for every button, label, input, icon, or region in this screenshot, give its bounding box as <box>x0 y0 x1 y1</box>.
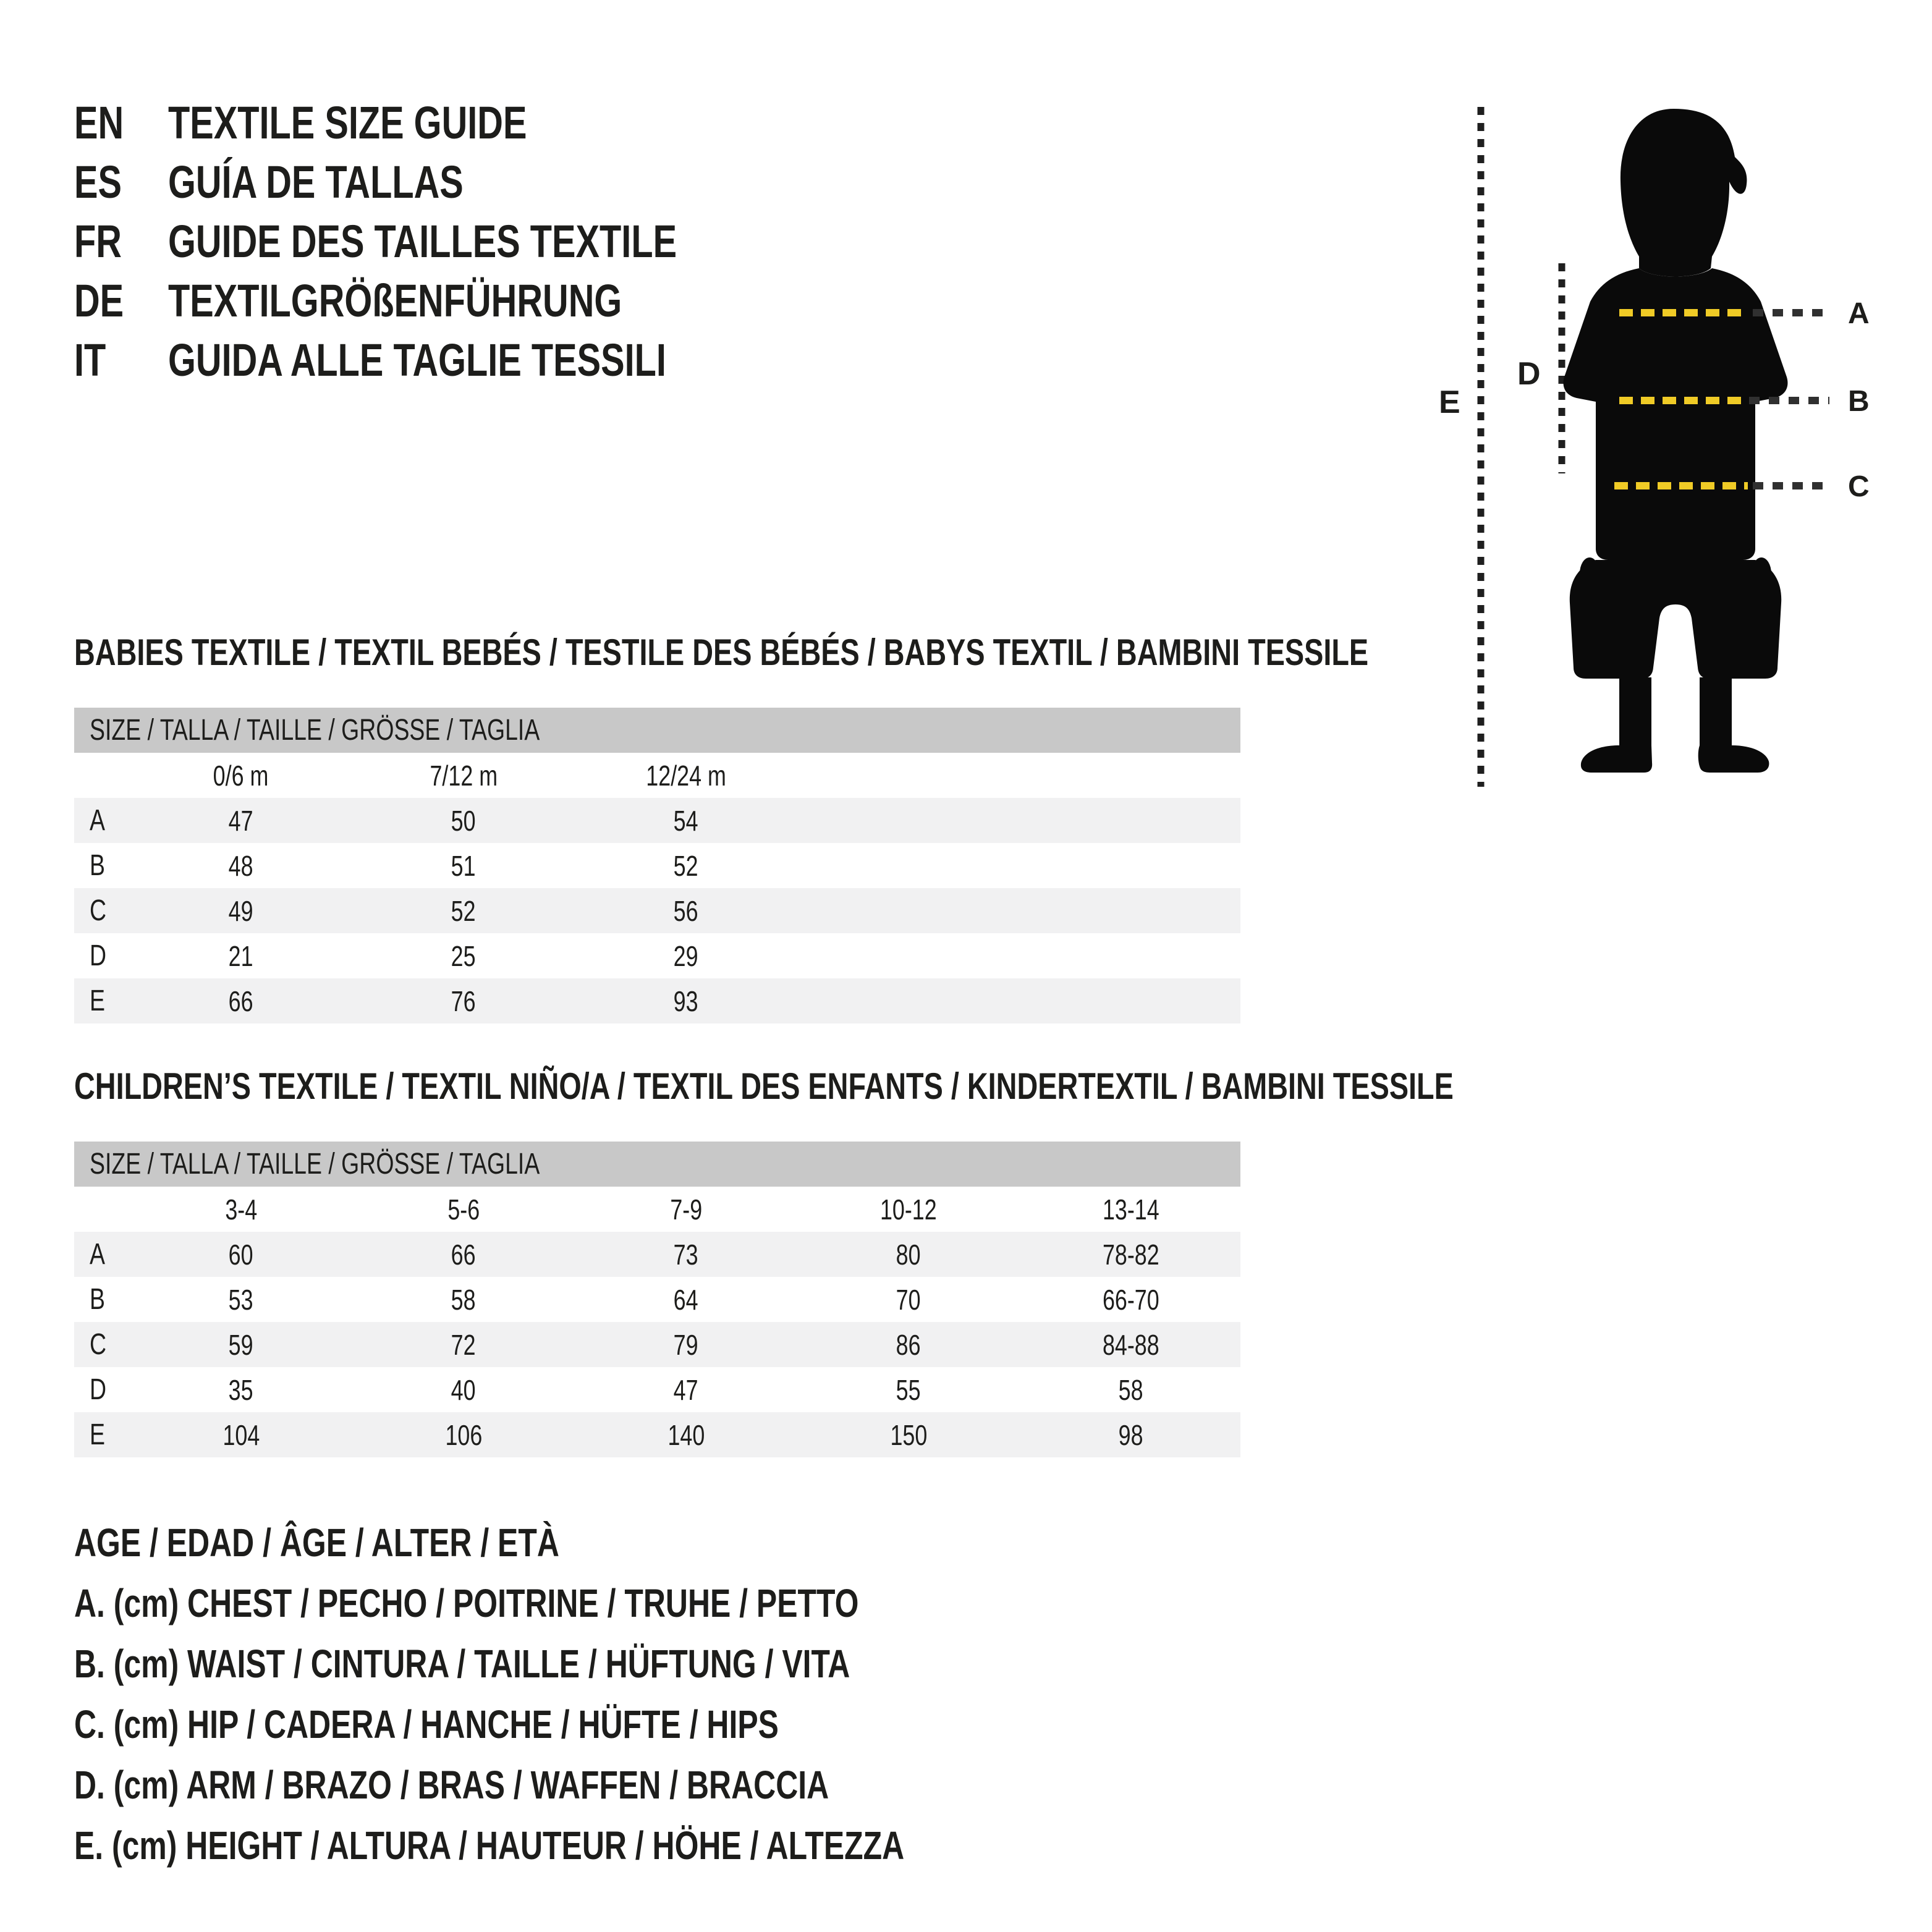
row-label: E <box>90 1418 105 1451</box>
babies-size-header-text: SIZE / TALLA / TAILLE / GRÖSSE / TAGLIA <box>90 714 540 747</box>
legend-line-arm: D. (cm) ARM / BRAZO / BRAS / WAFFEN / BRACCIA <box>74 1763 829 1807</box>
row-label: B <box>90 849 105 882</box>
cell-value: 47 <box>674 1373 698 1406</box>
children-table-row-c <box>74 1322 1240 1367</box>
cell-value: 72 <box>451 1328 476 1361</box>
row-label: C <box>90 1328 107 1361</box>
language-list <box>74 93 820 389</box>
cell-value: 79 <box>674 1328 698 1361</box>
language-row-es <box>74 152 820 211</box>
measurement-legend <box>74 1512 1138 1876</box>
row-label: B <box>90 1283 105 1316</box>
babies-table-row-b <box>74 843 1240 888</box>
cell-value: 66 <box>229 985 253 1017</box>
row-label: A <box>90 804 105 837</box>
babies-size-table <box>74 708 1240 1023</box>
language-title-fr: GUIDE DES TAILLES TEXTILE <box>168 215 677 267</box>
language-code-en: EN <box>74 96 124 148</box>
legend-line-height: E. (cm) HEIGHT / ALTURA / HAUTEUR / HÖHE / ALTEZZA <box>74 1823 905 1868</box>
cell-value: 21 <box>229 939 253 972</box>
children-size-header-text: SIZE / TALLA / TAILLE / GRÖSSE / TAGLIA <box>90 1148 540 1180</box>
children-column-header: 3-4 <box>225 1193 257 1226</box>
measure-label-e: E <box>1439 384 1460 420</box>
cell-value: 150 <box>890 1418 927 1451</box>
language-title-en: TEXTILE SIZE GUIDE <box>168 96 527 148</box>
cell-value: 47 <box>229 804 253 837</box>
children-column-header: 5-6 <box>447 1193 480 1226</box>
cell-value: 29 <box>674 939 698 972</box>
child-silhouette-icon <box>1564 109 1788 773</box>
cell-value: 93 <box>674 985 698 1017</box>
children-size-table <box>74 1142 1240 1457</box>
children-column-header: 7-9 <box>670 1193 702 1226</box>
cell-value: 58 <box>1119 1373 1143 1406</box>
language-code-it: IT <box>74 334 106 386</box>
cell-value: 25 <box>451 939 476 972</box>
cell-value: 52 <box>451 894 476 927</box>
cell-value: 104 <box>222 1418 260 1451</box>
legend-line-hip: C. (cm) HIP / CADERA / HANCHE / HÜFTE / HIPS <box>74 1702 779 1747</box>
row-label: A <box>90 1238 105 1271</box>
children-table-row-d <box>74 1367 1240 1412</box>
children-column-header: 10-12 <box>880 1193 937 1226</box>
babies-column-header-row <box>74 753 1240 798</box>
language-title-es: GUÍA DE TALLAS <box>168 156 464 208</box>
cell-value: 53 <box>229 1283 253 1316</box>
cell-value: 64 <box>674 1283 698 1316</box>
row-label: E <box>90 985 105 1017</box>
legend-line-waist: B. (cm) WAIST / CINTURA / TAILLE / HÜFTUNG / VITA <box>74 1642 850 1686</box>
babies-section-title <box>74 634 1734 671</box>
babies-table-header-bar <box>74 708 1240 753</box>
measure-label-c: C <box>1848 470 1870 503</box>
cell-value: 54 <box>674 804 698 837</box>
measurement-figure <box>1434 54 1932 803</box>
babies-column-header: 12/24 m <box>646 759 726 792</box>
babies-table-row-a <box>74 798 1240 843</box>
children-table-header-bar <box>74 1142 1240 1187</box>
cell-value: 106 <box>445 1418 482 1451</box>
cell-value: 76 <box>451 985 476 1017</box>
cell-value: 73 <box>674 1238 698 1271</box>
cell-value: 52 <box>674 849 698 882</box>
language-code-es: ES <box>74 156 122 208</box>
cell-value: 50 <box>451 804 476 837</box>
children-table-row-b <box>74 1277 1240 1322</box>
row-label: D <box>90 939 107 972</box>
cell-value: 86 <box>896 1328 921 1361</box>
row-label: C <box>90 894 107 927</box>
measure-label-b: B <box>1848 385 1870 418</box>
children-section-title-text: CHILDREN’S TEXTILE / TEXTIL NIÑO/A / TEXTIL DES ENFANTS / KINDERTEXTIL / BAMBINI TESSILE <box>74 1066 1454 1107</box>
language-code-de: DE <box>74 274 124 326</box>
babies-table-row-c <box>74 888 1240 933</box>
cell-value: 40 <box>451 1373 476 1406</box>
cell-value: 59 <box>229 1328 253 1361</box>
cell-value: 51 <box>451 849 476 882</box>
babies-column-header: 0/6 m <box>213 759 269 792</box>
language-title-it: GUIDA ALLE TAGLIE TESSILI <box>168 334 666 386</box>
babies-section-title-text: BABIES TEXTILE / TEXTIL BEBÉS / TESTILE DES BÉBÉS / BABYS TEXTIL / BAMBINI TESSILE <box>74 632 1369 673</box>
cell-value: 58 <box>451 1283 476 1316</box>
cell-value: 66-70 <box>1103 1283 1159 1316</box>
cell-value: 49 <box>229 894 253 927</box>
measure-label-d: D <box>1517 356 1541 392</box>
cell-value: 56 <box>674 894 698 927</box>
cell-value: 66 <box>451 1238 476 1271</box>
cell-value: 140 <box>667 1418 705 1451</box>
children-table-row-e <box>74 1412 1240 1457</box>
cell-value: 84-88 <box>1103 1328 1159 1361</box>
legend-line-chest: A. (cm) CHEST / PECHO / POITRINE / TRUHE / PETTO <box>74 1581 859 1625</box>
language-title-de: TEXTILGRÖßENFÜHRUNG <box>168 274 622 326</box>
legend-line-age: AGE / EDAD / ÂGE / ALTER / ETÀ <box>74 1520 559 1565</box>
language-code-fr: FR <box>74 215 122 267</box>
babies-table-row-d <box>74 933 1240 978</box>
children-table-row-a <box>74 1232 1240 1277</box>
children-column-header-row <box>74 1187 1240 1232</box>
language-row-de <box>74 271 820 330</box>
children-column-header: 13-14 <box>1103 1193 1159 1226</box>
cell-value: 60 <box>229 1238 253 1271</box>
row-label: D <box>90 1373 107 1406</box>
babies-table-row-e <box>74 978 1240 1023</box>
children-section-title <box>74 1068 1842 1105</box>
language-row-fr <box>74 211 820 271</box>
cell-value: 55 <box>896 1373 921 1406</box>
cell-value: 98 <box>1119 1418 1143 1451</box>
cell-value: 35 <box>229 1373 253 1406</box>
measure-label-a: A <box>1848 297 1870 330</box>
cell-value: 70 <box>896 1283 921 1316</box>
language-row-it <box>74 330 820 389</box>
cell-value: 48 <box>229 849 253 882</box>
babies-column-header: 7/12 m <box>430 759 498 792</box>
language-row-en <box>74 93 820 152</box>
measurement-figure-svg <box>1434 54 1932 803</box>
cell-value: 78-82 <box>1103 1238 1159 1271</box>
cell-value: 80 <box>896 1238 921 1271</box>
